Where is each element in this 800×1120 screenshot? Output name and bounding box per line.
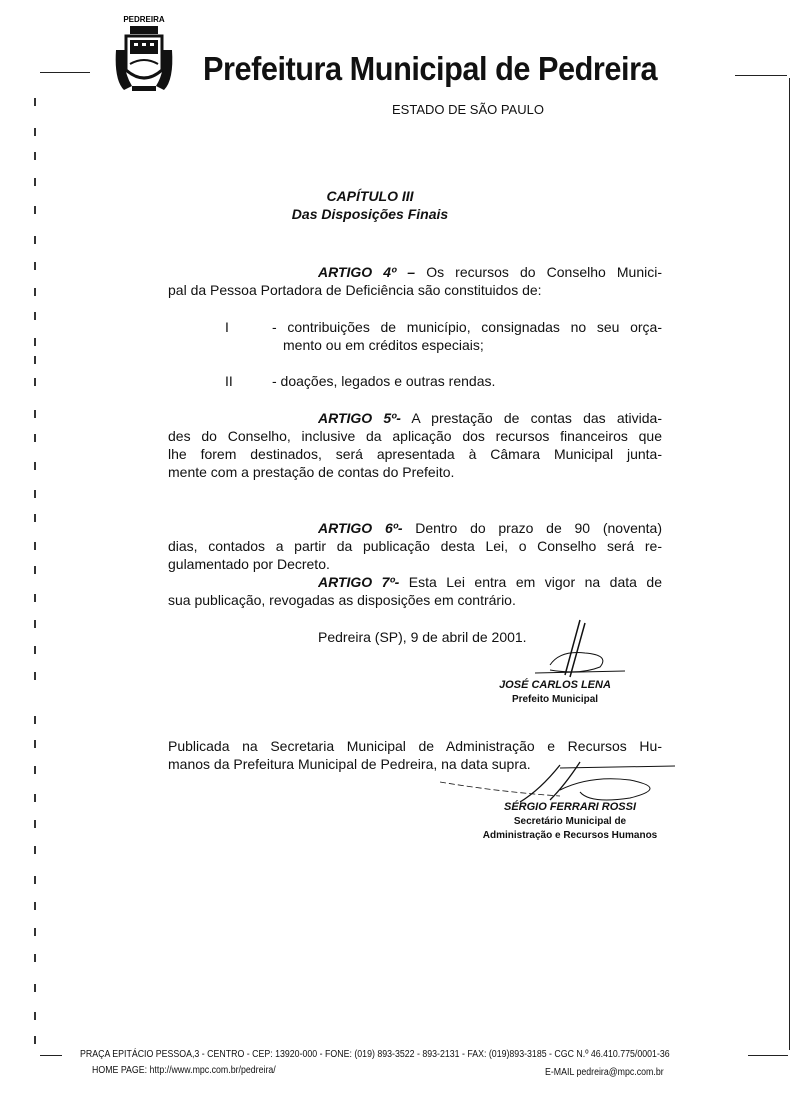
footer-rule-right	[748, 1055, 788, 1056]
article-6-line-3: gulamentado por Decreto.	[168, 556, 330, 572]
article-6-line-2: dias, contados a partir da publicação desta Lei, o Conselho será re-	[168, 538, 662, 554]
state-subtitle: ESTADO DE SÃO PAULO	[392, 102, 544, 117]
article-7-line-1: ARTIGO 7º- Esta Lei entra em vigor na data de	[318, 574, 662, 590]
signer-2-role-line-1: Secretário Municipal de	[513, 816, 627, 827]
article-5-line-2: des do Conselho, inclusive da aplicação dos recursos financeiros que	[168, 428, 662, 444]
footer-email: E-MAIL pedreira@mpc.com.br	[545, 1067, 664, 1078]
right-border	[789, 78, 790, 1050]
article-7-line-2: sua publicação, revogadas as disposições em contrário.	[168, 592, 516, 608]
article-6-line-1: ARTIGO 6º- Dentro do prazo de 90 (noventa)	[318, 520, 662, 536]
header-rule-right	[735, 75, 787, 76]
article-4-line-1: ARTIGO 4º – Os recursos do Conselho Munici-	[318, 264, 662, 280]
publication-line-2: manos da Prefeitura Municipal de Pedreira, na data supra.	[168, 756, 531, 772]
publication-line-1: Publicada na Secretaria Municipal de Administração e Recursos Hu-	[168, 738, 662, 754]
signature-mayor	[530, 615, 630, 685]
article-5-line-3: lhe forem destinados, será apresentada à Câmara Municipal junta-	[168, 446, 662, 462]
item-1-line-1: - contribuições de município, consignadas no seu orça-	[272, 319, 662, 335]
item-2-number: II	[225, 373, 233, 389]
chapter-title: CAPÍTULO III	[326, 188, 414, 204]
signer-2-name: SÉRGIO FERRARI ROSSI	[503, 801, 637, 813]
chapter-subtitle: Das Disposições Finais	[291, 206, 449, 222]
item-1-line-2: mento ou em créditos especiais;	[283, 337, 484, 353]
item-2-line-1: - doações, legados e outras rendas.	[272, 373, 496, 389]
footer-rule-left	[40, 1055, 62, 1056]
article-5-line-1: ARTIGO 5º- A prestação de contas das ativida-	[318, 410, 662, 426]
article-4-line-2: pal da Pessoa Portadora de Deficiência são constituidos de:	[168, 282, 542, 298]
page-title: Prefeitura Municipal de Pedreira	[203, 50, 658, 87]
coat-of-arms-logo	[112, 10, 176, 98]
footer-address: PRAÇA EPITÁCIO PESSOA,3 - CENTRO - CEP: 13920-000 - FONE: (019) 893-3522 - 893-2131 - FAX: (019)893-3185 - CGC N.º 46.410.775/0001-36	[80, 1049, 670, 1060]
article-5-line-4: mente com a prestação de contas do Prefeito.	[168, 464, 455, 480]
date-line: Pedreira (SP), 9 de abril de 2001.	[318, 629, 527, 645]
footer-homepage: HOME PAGE: http://www.mpc.com.br/pedreira/	[92, 1065, 276, 1076]
signer-2-role-line-2: Administração e Recursos Humanos	[482, 830, 658, 841]
header-rule-left	[40, 72, 90, 73]
signer-1-role: Prefeito Municipal	[511, 694, 599, 705]
signer-1-name: JOSÉ CARLOS LENA	[499, 679, 611, 691]
svg-text:PEDREIRA: PEDREIRA	[123, 15, 165, 24]
item-1-number: I	[225, 319, 229, 335]
